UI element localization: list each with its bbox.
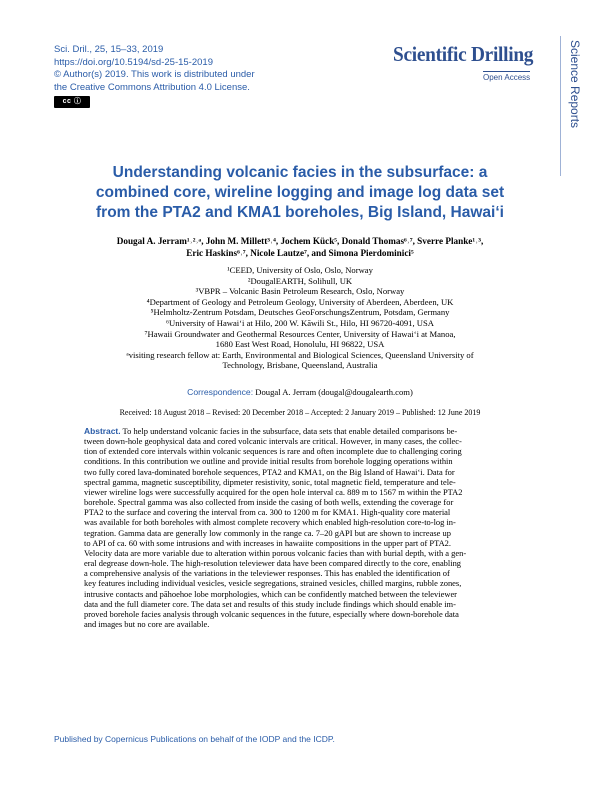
- abstract-line: and images but no core are available.: [84, 618, 210, 629]
- correspondence: [60, 387, 540, 397]
- copyright-line-1: © Author(s) 2019. This work is distributed under: [54, 69, 255, 80]
- title-line: combined core, wireline logging and image log data set: [95, 184, 505, 201]
- journal-name: Scientific Drilling: [393, 42, 534, 66]
- section-label: Science Reports: [568, 40, 582, 129]
- abstract-line: viewer wireline logs were successfully acquired for the open hole interval ca. 889 m to 1567 m within the PTA2: [84, 486, 463, 497]
- affiliation-line: ⁴Department of Geology and Petroleum Geology, University of Aberdeen, Aberdeen, UK: [146, 296, 454, 307]
- doi-link[interactable]: https://doi.org/10.5194/sd-25-15-2019: [54, 56, 213, 68]
- correspondence-contact[interactable]: Dougal A. Jerram (dougal@dougalearth.com): [255, 387, 413, 397]
- abstract-line: tion of extended core intervals within volcanic sequences is rare and often incomplete due to challenging coring: [84, 446, 462, 457]
- title-line: from the PTA2 and KMA1 boreholes, Big Island, Hawaiʻi: [96, 204, 504, 221]
- publication-dates: Received: 18 August 2018 – Revised: 20 December 2018 – Accepted: 2 January 2019 – Published: 12 June 2019: [119, 408, 481, 417]
- abstract-line: data and the full diameter core. The data set and results of this study include findings which should enable im-: [84, 598, 456, 609]
- abstract-line: proved borehole facies analysis through volcanic sequences in the future, especially where down-borehole data: [84, 608, 459, 619]
- abstract-line: borehole. Spectral gamma was also collected from inside the casing of both wells, extending the coverage for: [84, 497, 454, 508]
- abstract-heading: Abstract.: [84, 426, 121, 436]
- affiliation-line: ¹CEED, University of Oslo, Oslo, Norway: [227, 265, 373, 275]
- abstract-line: tegration. Gamma data are generally low commonly in the range ca. 7–20 gAPI but are shown to increase up: [84, 527, 451, 538]
- abstract-line: PTA2 to the surface and covering the interval from ca. 300 to 1200 m for KMA1. High-quality core material: [84, 507, 451, 518]
- affiliation-line: ᵃvisiting research fellow at: Earth, Environmental and Biological Sciences, Queensland University of: [126, 349, 474, 360]
- journal-logo: [393, 42, 541, 82]
- affiliation-list: [60, 265, 540, 371]
- side-divider: [560, 36, 561, 176]
- abstract-line: a comprehensive analysis of the variations in the televiewer responses. This has enabled the identification of: [84, 568, 450, 579]
- abstract-line: to API of ca. 60 with some intrusions and with increases in hawaiite compositions in the upper part of PTA2.: [84, 537, 451, 548]
- abstract-line: two fully cored lava-dominated borehole sequences, PTA2 and KMA1, on the Big Island of Hawaiʻi. Data for: [84, 466, 455, 477]
- abstract-line: Velocity data are more variable due to alteration within porous volcanic facies than with burial depth, with a gen-: [84, 547, 467, 558]
- author-list: [70, 235, 530, 259]
- paper-title: [70, 163, 530, 223]
- abstract-line: was available for both boreholes with almost complete recovery which enabled high-resolution core-to-log in-: [84, 517, 456, 528]
- abstract-line: tween down-hole geophysical data and cored volcanic intervals are critical. However, in many cases, the collec-: [84, 436, 462, 447]
- author-line: Dougal A. Jerram¹˒²˒ᵃ, John M. Millett³˒⁴, Jochem Kück⁵, Donald Thomas⁶˒⁷, Sverre Planke¹˒³,: [116, 236, 484, 246]
- cc-license-icon[interactable]: cc ⓘ: [54, 96, 90, 108]
- correspondence-label: Correspondence:: [187, 387, 254, 397]
- open-access-label: Open Access: [483, 73, 531, 82]
- abstract-line: eral degrease down-hole. The high-resolution televiewer data have been compared directly to the core, enabling: [84, 558, 462, 569]
- author-line: Eric Haskins⁶˒⁷, Nicole Lautze⁷, and Simona Pierdominici⁵: [186, 248, 414, 258]
- abstract-line: intrusive contacts and pāhoehoe lobe morphologies, which can be confidently matched between the televiewer: [84, 588, 457, 599]
- affiliation-line: 1680 East West Road, Honolulu, HI 96822, USA: [215, 339, 385, 350]
- abstract-line: key features including individual vesicles, vesicle segregations, strained vesicles, chilled margins, rubble zones,: [84, 578, 462, 589]
- affiliation-line: ⁷Hawaii Groundwater and Geothermal Resources Center, University of Hawaiʻi at Manoa,: [144, 328, 456, 339]
- affiliation-line: ³VBPR – Volcanic Basin Petroleum Research, Oslo, Norway: [195, 286, 405, 297]
- article-header: [54, 44, 255, 108]
- publisher-footer: Published by Copernicus Publications on behalf of the IODP and the ICDP.: [54, 734, 335, 744]
- affiliation-line: ²DougalEARTH, Solihull, UK: [247, 275, 353, 286]
- abstract-line: To help understand volcanic facies in the subsurface, data sets that enable detailed comparisons be-: [122, 426, 458, 436]
- abstract-line: spectral gamma, magnetic susceptibility, dipmeter resistivity, sonic, total magnetic field, temperature and tele-: [84, 476, 456, 487]
- copyright-line-2: the Creative Commons Attribution 4.0 License.: [54, 81, 250, 93]
- title-line: Understanding volcanic facies in the subsurface: a: [112, 164, 488, 181]
- abstract-line: conditions. In this contribution we outline and provide initial results from borehole logging operations within: [84, 456, 453, 467]
- citation: Sci. Dril., 25, 15–33, 2019: [54, 44, 164, 55]
- affiliation-line: Technology, Brisbane, Queensland, Australia: [222, 360, 378, 371]
- abstract: [84, 426, 516, 629]
- affiliation-line: ⁶University of Hawaiʻi at Hilo, 200 W. Kāwili St., Hilo, HI 96720-4091, USA: [166, 317, 434, 328]
- affiliation-line: ⁵Helmholtz-Zentrum Potsdam, Deutsches GeoForschungsZentrum, Potsdam, Germany: [150, 307, 450, 318]
